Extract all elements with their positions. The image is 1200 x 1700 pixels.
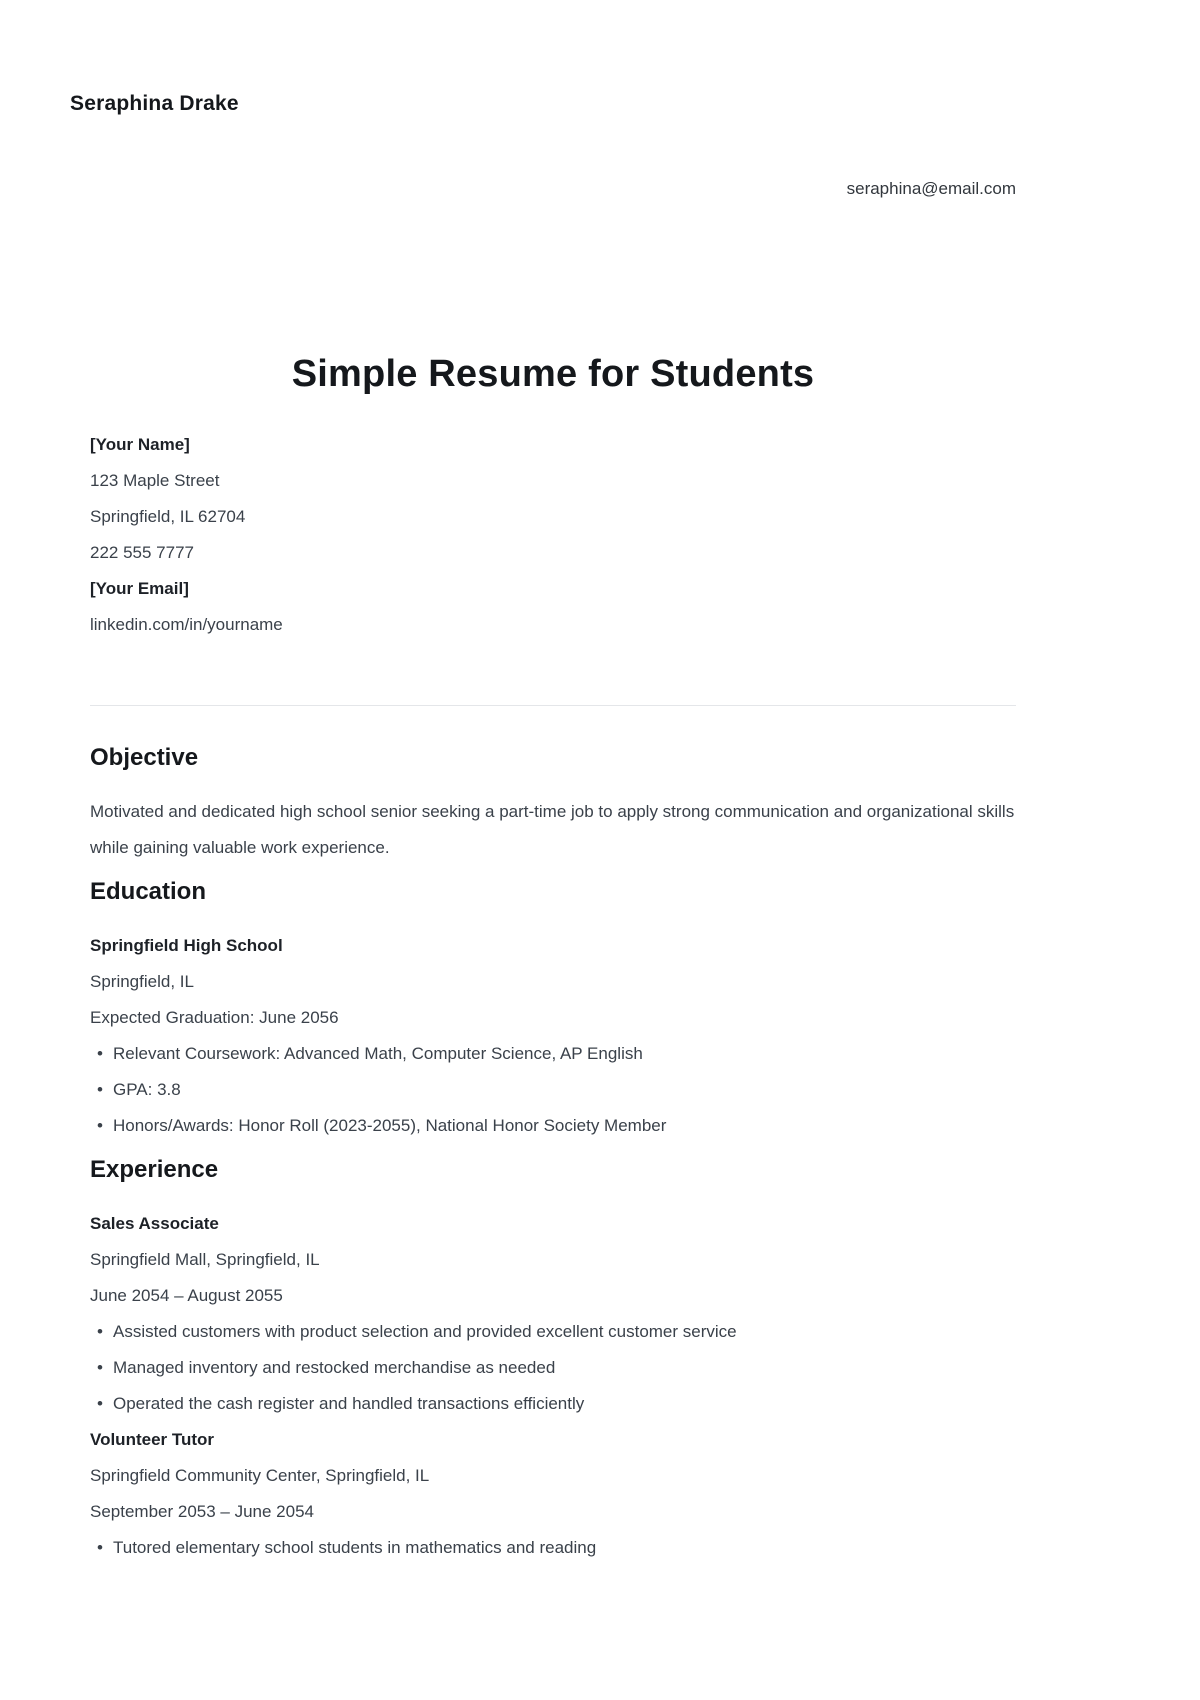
education-bullet [90, 1072, 1016, 1108]
contact-name: [Your Name] [90, 435, 190, 454]
education-bullet [90, 1108, 1016, 1144]
education-location: Springfield, IL [90, 972, 194, 991]
document-title: Simple Resume for Students [291, 353, 815, 395]
section-experience [90, 1154, 1016, 1566]
experience-employer: Springfield Community Center, Springfield, IL [90, 1466, 430, 1485]
contact-address-street: 123 Maple Street [90, 471, 220, 490]
experience-job-title: Sales Associate [90, 1214, 219, 1233]
contact-phone: 222 555 7777 [90, 543, 194, 562]
experience-job-title: Volunteer Tutor [90, 1430, 215, 1449]
education-school: Springfield High School [90, 936, 283, 955]
education-entry [90, 928, 1016, 1144]
experience-heading: Experience [90, 1156, 219, 1183]
contact-address-city: Springfield, IL 62704 [90, 507, 246, 526]
objective-heading: Objective [90, 744, 199, 771]
experience-entry [90, 1422, 1016, 1566]
education-graduation: Expected Graduation: June 2056 [90, 1008, 339, 1027]
objective-text: Motivated and dedicated high school senior seeking a part-time job to apply strong communication and organizational skills while gaining valuable work experience. [90, 802, 1015, 857]
education-bullet-text: • Relevant Coursework: Advanced Math, Computer Science, AP English [113, 1044, 643, 1063]
letterhead [0, 0, 1200, 199]
experience-bullet-text: • Operated the cash register and handled transactions efficiently [113, 1394, 585, 1413]
experience-bullet [90, 1350, 1016, 1386]
experience-dates: June 2054 – August 2055 [90, 1286, 283, 1305]
experience-dates: September 2053 – June 2054 [90, 1502, 315, 1521]
experience-bullet-text: • Tutored elementary school students in mathematics and reading [113, 1538, 597, 1557]
author-name: Seraphina Drake [70, 92, 239, 115]
document-body [0, 351, 1200, 1566]
experience-bullet-text: • Assisted customers with product selection and provided excellent customer service [113, 1322, 737, 1341]
experience-bullet [90, 1314, 1016, 1350]
education-bullet-text: • Honors/Awards: Honor Roll (2023-2055), National Honor Society Member [113, 1116, 667, 1135]
section-education [90, 876, 1016, 1144]
contact-block [90, 427, 1016, 643]
education-heading: Education [90, 878, 207, 905]
contact-email-label: [Your Email] [90, 579, 189, 598]
section-objective [90, 742, 1016, 866]
experience-employer: Springfield Mall, Springfield, IL [90, 1250, 320, 1269]
section-divider [90, 705, 1016, 706]
education-bullet [90, 1036, 1016, 1072]
experience-entry [90, 1206, 1016, 1422]
experience-bullet [90, 1386, 1016, 1422]
experience-bullet-text: • Managed inventory and restocked merchandise as needed [113, 1358, 556, 1377]
author-email: seraphina@email.com [846, 179, 1016, 198]
education-bullet-text: • GPA: 3.8 [113, 1080, 181, 1099]
experience-bullet [90, 1530, 1016, 1566]
contact-linkedin: linkedin.com/in/yourname [90, 615, 283, 634]
